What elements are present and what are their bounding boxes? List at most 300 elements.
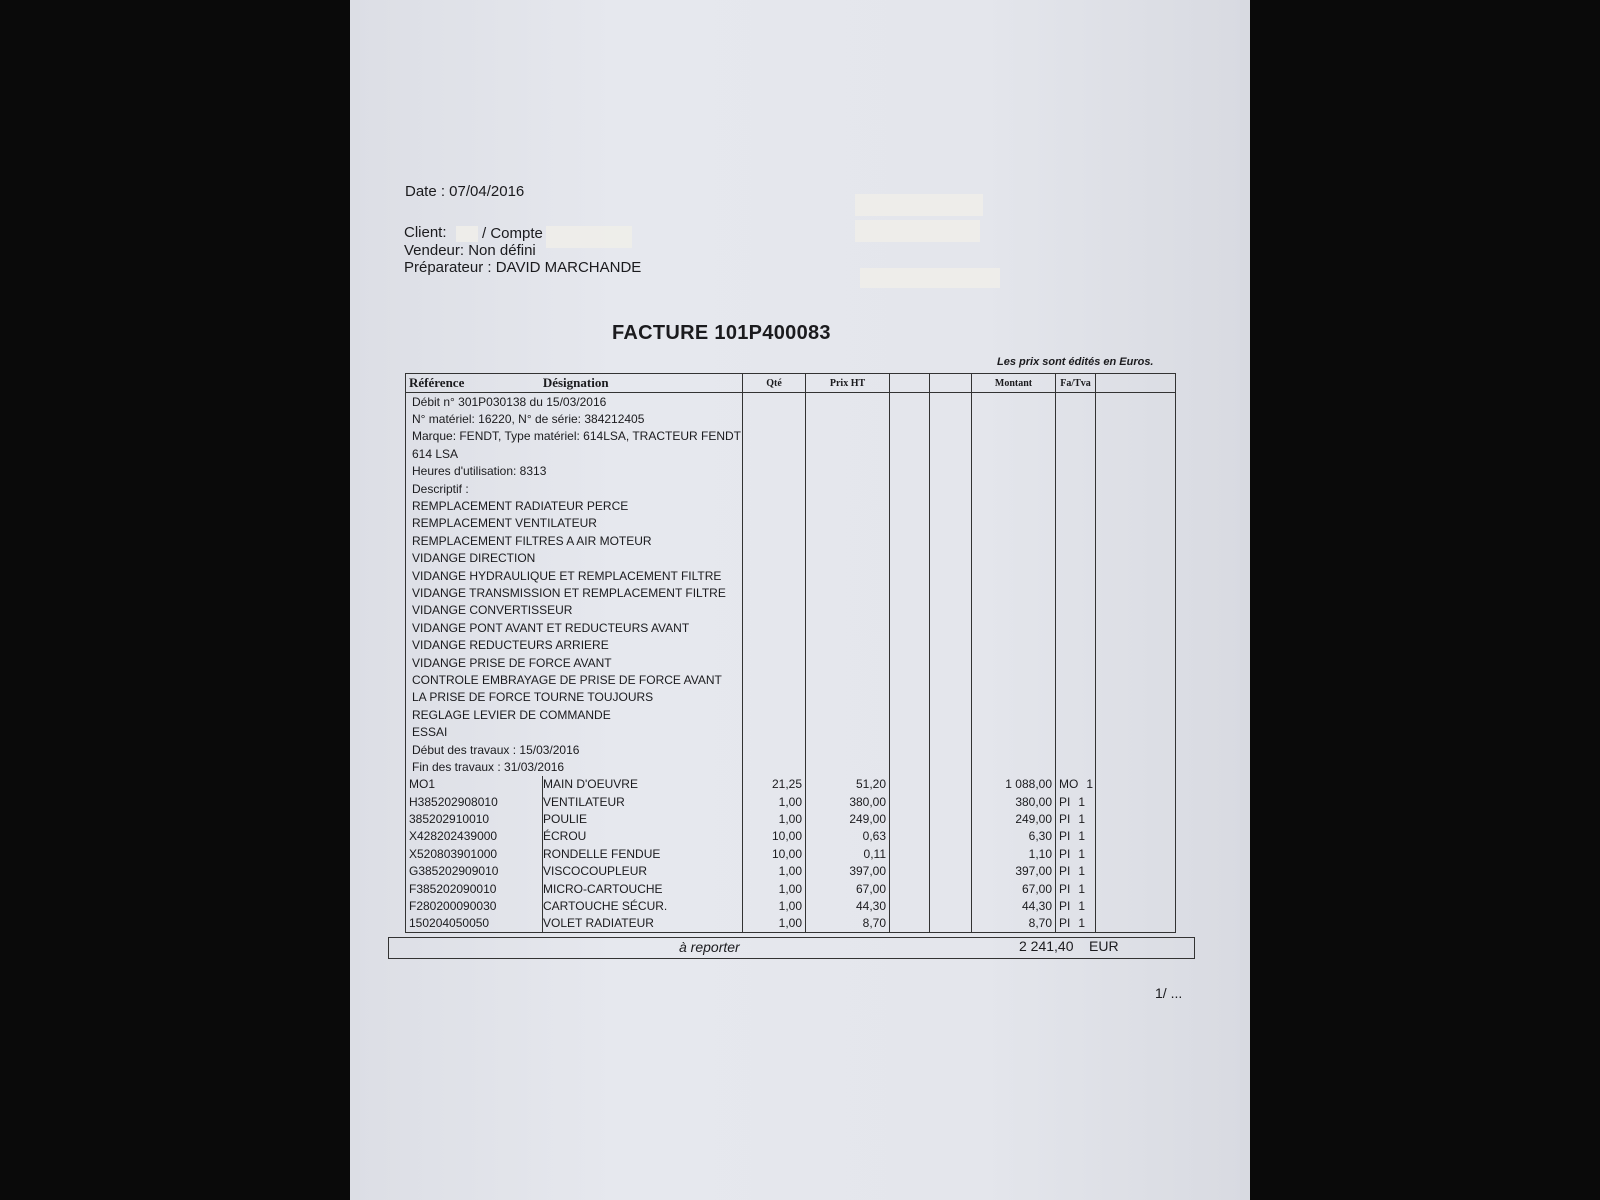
empty-cell: [930, 828, 972, 845]
redaction-address-3: [860, 268, 1000, 288]
description-text: VIDANGE PRISE DE FORCE AVANT: [406, 654, 743, 671]
empty-cell: [930, 863, 972, 880]
empty-cell: [1096, 393, 1176, 411]
item-fa: PI: [1059, 829, 1071, 844]
empty-cell: [806, 689, 890, 706]
column-reference: Référence: [409, 375, 465, 390]
empty-cell: [890, 463, 930, 480]
item-fa-tva: [1056, 828, 1096, 845]
empty-cell: [890, 410, 930, 427]
description-row: [406, 602, 1176, 619]
empty-cell: [890, 897, 930, 914]
compte-label: / Compte: [482, 225, 543, 242]
empty-cell: [890, 550, 930, 567]
description-text: 614 LSA: [406, 445, 743, 462]
empty-cell: [930, 793, 972, 810]
empty-cell: [930, 584, 972, 601]
item-tva: 1: [1078, 916, 1086, 931]
empty-cell: [1096, 515, 1176, 532]
carry-forward-bar: [388, 937, 1195, 959]
empty-cell: [930, 897, 972, 914]
item-designation: RONDELLE FENDUE: [543, 845, 743, 862]
column-designation: Désignation: [542, 375, 609, 390]
table-row: [406, 845, 1176, 862]
client-label: Client:: [404, 224, 447, 241]
description-text: Fin des travaux : 31/03/2016: [406, 758, 743, 775]
description-text: VIDANGE REDUCTEURS ARRIERE: [406, 636, 743, 653]
item-prix-ht: 44,30: [806, 897, 890, 914]
header-ref-desig: [406, 374, 743, 393]
item-designation: ÉCROU: [543, 828, 743, 845]
preparateur: Préparateur : DAVID MARCHANDE: [404, 259, 642, 276]
empty-cell: [1096, 584, 1176, 601]
item-designation: VOLET RADIATEUR: [543, 915, 743, 933]
empty-cell: [1096, 567, 1176, 584]
table-row: [406, 915, 1176, 933]
empty-cell: [972, 445, 1056, 462]
redaction-client: [456, 226, 478, 242]
description-row: [406, 497, 1176, 514]
empty-cell: [890, 776, 930, 793]
empty-cell: [1096, 532, 1176, 549]
item-fa: PI: [1059, 881, 1071, 896]
table-row: [406, 776, 1176, 793]
empty-cell: [743, 567, 806, 584]
empty-cell: [1056, 480, 1096, 497]
table-header: [406, 374, 1176, 393]
description-row: [406, 654, 1176, 671]
item-prix-ht: 8,70: [806, 915, 890, 933]
description-row: [406, 480, 1176, 497]
description-row: [406, 567, 1176, 584]
description-row: [406, 723, 1176, 740]
item-reference: F280200090030: [406, 897, 543, 914]
description-text: Heures d'utilisation: 8313: [406, 463, 743, 480]
empty-cell: [972, 706, 1056, 723]
empty-cell: [1056, 550, 1096, 567]
item-qty: 1,00: [743, 810, 806, 827]
empty-cell: [743, 602, 806, 619]
item-designation: MICRO-CARTOUCHE: [543, 880, 743, 897]
item-qty: 1,00: [743, 915, 806, 933]
description-row: [406, 706, 1176, 723]
empty-cell: [806, 550, 890, 567]
empty-cell: [890, 741, 930, 758]
item-qty: 1,00: [743, 897, 806, 914]
empty-cell: [930, 810, 972, 827]
empty-cell: [743, 532, 806, 549]
item-fa-tva: [1056, 897, 1096, 914]
empty-cell: [806, 515, 890, 532]
empty-cell: [1096, 636, 1176, 653]
empty-cell: [806, 567, 890, 584]
empty-cell: [1096, 741, 1176, 758]
empty-cell: [1096, 810, 1176, 827]
empty-cell: [890, 602, 930, 619]
empty-cell: [890, 671, 930, 688]
empty-cell: [930, 689, 972, 706]
empty-cell: [806, 584, 890, 601]
page-number: 1/ ...: [1155, 985, 1183, 1001]
description-row: [406, 619, 1176, 636]
empty-cell: [1096, 445, 1176, 462]
empty-cell: [806, 463, 890, 480]
empty-cell: [930, 602, 972, 619]
empty-cell: [930, 428, 972, 445]
empty-cell: [1096, 758, 1176, 775]
item-fa: PI: [1059, 846, 1071, 861]
empty-cell: [930, 410, 972, 427]
item-reference: G385202909010: [406, 863, 543, 880]
empty-cell: [972, 758, 1056, 775]
item-montant: 44,30: [972, 897, 1056, 914]
item-reference: X520803901000: [406, 845, 543, 862]
item-fa-tva: [1056, 915, 1096, 933]
empty-cell: [930, 393, 972, 411]
item-reference: X428202439000: [406, 828, 543, 845]
item-reference: F385202090010: [406, 880, 543, 897]
column-empty-3: [1096, 374, 1176, 393]
empty-cell: [972, 393, 1056, 411]
description-row: [406, 671, 1176, 688]
empty-cell: [806, 602, 890, 619]
item-designation: VISCOCOUPLEUR: [543, 863, 743, 880]
empty-cell: [806, 428, 890, 445]
item-qty: 1,00: [743, 863, 806, 880]
description-row: [406, 410, 1176, 427]
description-row: [406, 515, 1176, 532]
empty-cell: [806, 723, 890, 740]
column-empty-1: [890, 374, 930, 393]
empty-cell: [972, 550, 1056, 567]
item-designation: POULIE: [543, 810, 743, 827]
description-row: [406, 393, 1176, 411]
description-row: [406, 463, 1176, 480]
item-tva: 1: [1078, 899, 1086, 914]
empty-cell: [890, 863, 930, 880]
item-fa-tva: [1056, 776, 1096, 793]
empty-cell: [806, 706, 890, 723]
empty-cell: [1056, 706, 1096, 723]
empty-cell: [1096, 880, 1176, 897]
empty-cell: [972, 428, 1056, 445]
item-tva: 1: [1078, 794, 1086, 809]
empty-cell: [890, 706, 930, 723]
item-fa: MO: [1059, 777, 1079, 792]
description-text: N° matériel: 16220, N° de série: 384212405: [406, 410, 743, 427]
empty-cell: [1056, 741, 1096, 758]
table-row: [406, 897, 1176, 914]
redaction-address-2: [855, 220, 980, 242]
item-fa-tva: [1056, 845, 1096, 862]
description-row: [406, 758, 1176, 775]
empty-cell: [972, 671, 1056, 688]
description-row: [406, 689, 1176, 706]
invoice-title: FACTURE 101P400083: [612, 322, 831, 344]
column-prix-ht: Prix HT: [806, 374, 890, 393]
empty-cell: [972, 532, 1056, 549]
empty-cell: [930, 636, 972, 653]
empty-cell: [806, 619, 890, 636]
empty-cell: [890, 480, 930, 497]
empty-cell: [1056, 723, 1096, 740]
empty-cell: [1056, 463, 1096, 480]
column-fa-tva: Fa/Tva: [1056, 374, 1096, 393]
description-row: [406, 428, 1176, 445]
empty-cell: [1056, 497, 1096, 514]
empty-cell: [1096, 654, 1176, 671]
empty-cell: [1056, 671, 1096, 688]
item-montant: 249,00: [972, 810, 1056, 827]
item-reference: H385202908010: [406, 793, 543, 810]
empty-cell: [1096, 723, 1176, 740]
empty-cell: [806, 758, 890, 775]
column-montant: Montant: [972, 374, 1056, 393]
empty-cell: [806, 741, 890, 758]
description-text: REMPLACEMENT RADIATEUR PERCE: [406, 497, 743, 514]
item-designation: MAIN D'OEUVRE: [543, 776, 743, 793]
empty-cell: [890, 880, 930, 897]
empty-cell: [743, 515, 806, 532]
table-row: [406, 863, 1176, 880]
description-row: [406, 584, 1176, 601]
empty-cell: [743, 428, 806, 445]
description-text: CONTROLE EMBRAYAGE DE PRISE DE FORCE AVANT: [406, 671, 743, 688]
description-text: ESSAI: [406, 723, 743, 740]
empty-cell: [890, 758, 930, 775]
empty-cell: [1096, 863, 1176, 880]
description-text: REMPLACEMENT FILTRES A AIR MOTEUR: [406, 532, 743, 549]
item-tva: 1: [1078, 846, 1086, 861]
column-qty: Qté: [743, 374, 806, 393]
empty-cell: [743, 393, 806, 411]
empty-cell: [743, 706, 806, 723]
empty-cell: [1056, 393, 1096, 411]
empty-cell: [930, 532, 972, 549]
table-row: [406, 793, 1176, 810]
description-text: REGLAGE LEVIER DE COMMANDE: [406, 706, 743, 723]
empty-cell: [930, 845, 972, 862]
item-reference: 385202910010: [406, 810, 543, 827]
empty-cell: [743, 636, 806, 653]
item-prix-ht: 380,00: [806, 793, 890, 810]
item-montant: 8,70: [972, 915, 1056, 933]
item-fa-tva: [1056, 793, 1096, 810]
empty-cell: [930, 619, 972, 636]
empty-cell: [743, 654, 806, 671]
empty-cell: [1056, 567, 1096, 584]
item-qty: 21,25: [743, 776, 806, 793]
item-prix-ht: 397,00: [806, 863, 890, 880]
currency-note: Les prix sont édités en Euros.: [997, 356, 1154, 368]
vendeur: Vendeur: Non défini: [404, 242, 536, 259]
empty-cell: [743, 689, 806, 706]
table-row: [406, 810, 1176, 827]
empty-cell: [930, 671, 972, 688]
empty-cell: [1096, 793, 1176, 810]
empty-cell: [743, 723, 806, 740]
empty-cell: [930, 463, 972, 480]
item-fa: PI: [1059, 899, 1071, 914]
item-qty: 10,00: [743, 845, 806, 862]
item-prix-ht: 51,20: [806, 776, 890, 793]
item-montant: 67,00: [972, 880, 1056, 897]
empty-cell: [1056, 445, 1096, 462]
item-qty: 1,00: [743, 793, 806, 810]
description-text: REMPLACEMENT VENTILATEUR: [406, 515, 743, 532]
empty-cell: [930, 445, 972, 462]
empty-cell: [1096, 671, 1176, 688]
item-tva: 1: [1078, 864, 1086, 879]
empty-cell: [1096, 776, 1176, 793]
description-row: [406, 741, 1176, 758]
column-empty-2: [930, 374, 972, 393]
description-text: Marque: FENDT, Type matériel: 614LSA, TRACTEUR FENDT: [406, 428, 743, 445]
empty-cell: [1056, 515, 1096, 532]
empty-cell: [930, 480, 972, 497]
invoice-table: [405, 373, 1176, 933]
description-row: [406, 445, 1176, 462]
empty-cell: [930, 880, 972, 897]
a-reporter-label: à reporter: [679, 939, 740, 955]
item-montant: 380,00: [972, 793, 1056, 810]
empty-cell: [1096, 706, 1176, 723]
empty-cell: [890, 654, 930, 671]
empty-cell: [972, 410, 1056, 427]
empty-cell: [890, 793, 930, 810]
empty-cell: [1056, 758, 1096, 775]
empty-cell: [890, 689, 930, 706]
carry-forward-total: 2 241,40: [1019, 938, 1074, 954]
empty-cell: [806, 497, 890, 514]
empty-cell: [890, 915, 930, 933]
empty-cell: [1056, 428, 1096, 445]
item-qty: 10,00: [743, 828, 806, 845]
description-text: Débit n° 301P030138 du 15/03/2016: [406, 393, 743, 411]
empty-cell: [972, 515, 1056, 532]
empty-cell: [972, 741, 1056, 758]
empty-cell: [930, 550, 972, 567]
empty-cell: [1056, 602, 1096, 619]
item-tva: 1: [1078, 881, 1086, 896]
item-prix-ht: 0,63: [806, 828, 890, 845]
item-fa: PI: [1059, 916, 1071, 931]
description-row: [406, 550, 1176, 567]
item-montant: 1 088,00: [972, 776, 1056, 793]
empty-cell: [743, 410, 806, 427]
item-prix-ht: 0,11: [806, 845, 890, 862]
empty-cell: [1096, 428, 1176, 445]
empty-cell: [972, 497, 1056, 514]
empty-cell: [890, 828, 930, 845]
empty-cell: [972, 619, 1056, 636]
empty-cell: [743, 741, 806, 758]
empty-cell: [743, 463, 806, 480]
empty-cell: [890, 723, 930, 740]
empty-cell: [743, 619, 806, 636]
empty-cell: [743, 497, 806, 514]
empty-cell: [972, 602, 1056, 619]
empty-cell: [930, 497, 972, 514]
empty-cell: [1096, 480, 1176, 497]
redaction-address-1: [855, 194, 983, 216]
empty-cell: [930, 758, 972, 775]
description-text: VIDANGE DIRECTION: [406, 550, 743, 567]
empty-cell: [806, 654, 890, 671]
empty-cell: [806, 445, 890, 462]
empty-cell: [1056, 410, 1096, 427]
description-text: VIDANGE HYDRAULIQUE ET REMPLACEMENT FILTRE: [406, 567, 743, 584]
empty-cell: [930, 567, 972, 584]
empty-cell: [806, 480, 890, 497]
item-fa: PI: [1059, 794, 1071, 809]
empty-cell: [930, 741, 972, 758]
item-fa: PI: [1059, 812, 1071, 827]
item-montant: 1,10: [972, 845, 1056, 862]
empty-cell: [930, 654, 972, 671]
empty-cell: [972, 463, 1056, 480]
table-row: [406, 880, 1176, 897]
empty-cell: [806, 393, 890, 411]
empty-cell: [972, 636, 1056, 653]
empty-cell: [743, 550, 806, 567]
item-fa-tva: [1056, 863, 1096, 880]
description-text: VIDANGE PONT AVANT ET REDUCTEURS AVANT: [406, 619, 743, 636]
empty-cell: [972, 654, 1056, 671]
empty-cell: [806, 636, 890, 653]
description-text: Descriptif :: [406, 480, 743, 497]
empty-cell: [972, 480, 1056, 497]
empty-cell: [890, 619, 930, 636]
empty-cell: [930, 915, 972, 933]
item-fa-tva: [1056, 880, 1096, 897]
description-text: LA PRISE DE FORCE TOURNE TOUJOURS: [406, 689, 743, 706]
empty-cell: [1096, 550, 1176, 567]
item-fa: PI: [1059, 864, 1071, 879]
empty-cell: [1056, 584, 1096, 601]
empty-cell: [743, 584, 806, 601]
item-designation: CARTOUCHE SÉCUR.: [543, 897, 743, 914]
empty-cell: [890, 515, 930, 532]
description-text: Début des travaux : 15/03/2016: [406, 741, 743, 758]
empty-cell: [972, 567, 1056, 584]
item-montant: 397,00: [972, 863, 1056, 880]
empty-cell: [1056, 654, 1096, 671]
empty-cell: [972, 584, 1056, 601]
item-montant: 6,30: [972, 828, 1056, 845]
empty-cell: [806, 410, 890, 427]
empty-cell: [930, 776, 972, 793]
empty-cell: [890, 497, 930, 514]
empty-cell: [1096, 463, 1176, 480]
item-fa-tva: [1056, 810, 1096, 827]
item-tva: 1: [1078, 829, 1086, 844]
empty-cell: [1096, 619, 1176, 636]
empty-cell: [890, 532, 930, 549]
empty-cell: [1056, 689, 1096, 706]
empty-cell: [930, 723, 972, 740]
currency-code: EUR: [1089, 938, 1119, 954]
invoice-page: [350, 0, 1250, 1200]
item-tva: 1: [1086, 777, 1094, 792]
empty-cell: [890, 567, 930, 584]
redaction-compte: [546, 226, 632, 248]
empty-cell: [972, 689, 1056, 706]
item-prix-ht: 249,00: [806, 810, 890, 827]
empty-cell: [890, 393, 930, 411]
empty-cell: [1096, 845, 1176, 862]
description-row: [406, 636, 1176, 653]
